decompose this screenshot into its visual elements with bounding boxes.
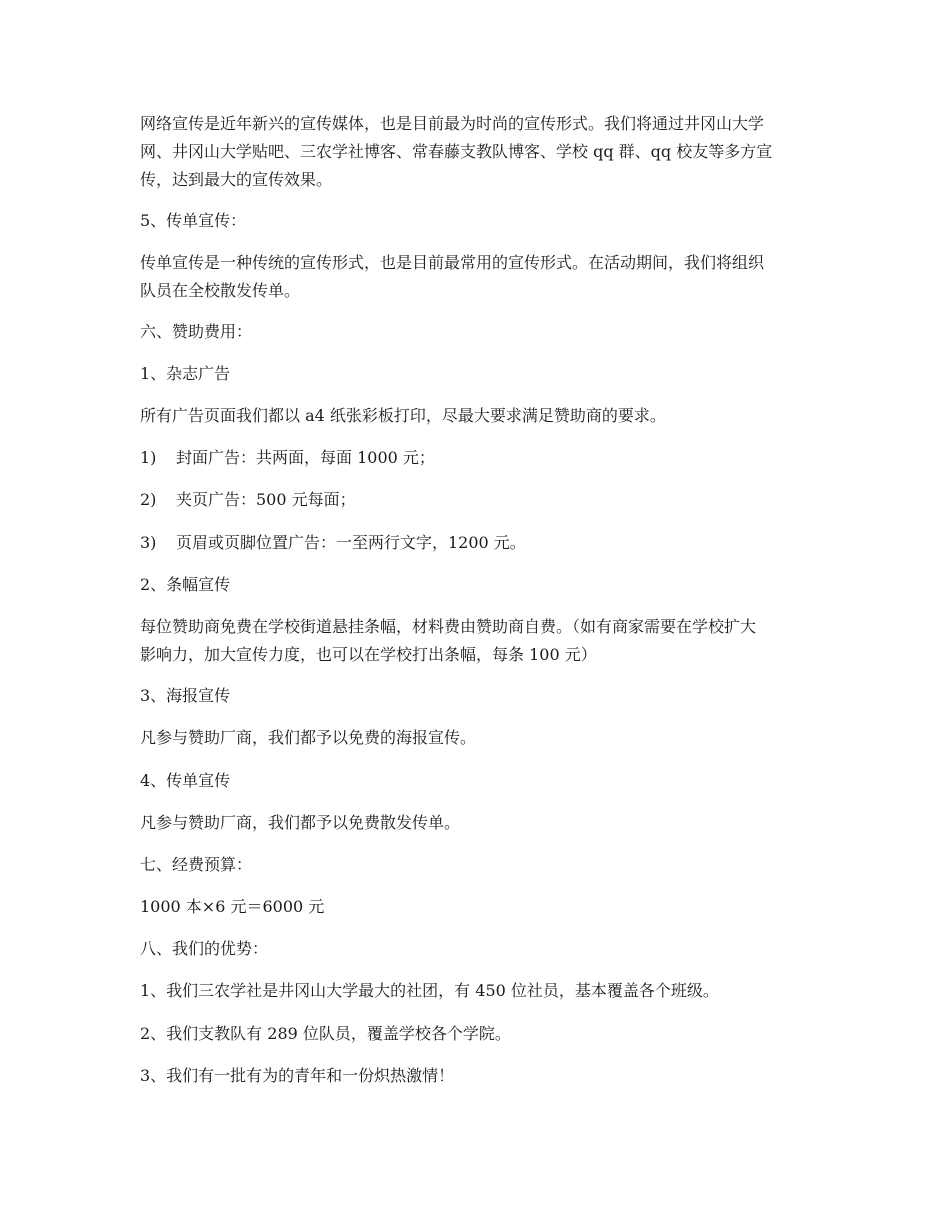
advantage-item: 3、我们有一批有为的青年和一份炽热激情！ — [140, 1066, 455, 1085]
magazine-item-number: 1) — [140, 448, 157, 467]
budget-heading: 七、经费预算： — [140, 855, 253, 874]
magazine-item-text: 封面广告：共两面，每面 1000 元； — [176, 448, 435, 467]
sponsorship-heading: 六、赞助费用： — [140, 322, 253, 341]
magazine-item-number: 2) — [140, 490, 157, 509]
leaflet-heading: 4、传单宣传 — [140, 771, 231, 790]
web-promo-line-2: 网、井冈山大学贴吧、三农学社博客、常春藤支教队博客、学校 qq 群、qq 校友等多方宣 — [140, 142, 773, 161]
web-promo-line-1: 网络宣传是近年新兴的宣传媒体，也是目前最为时尚的宣传形式。我们将通过井冈山大学 — [140, 114, 765, 133]
budget-text: 1000 本×6 元＝6000 元 — [140, 897, 325, 916]
flyer-heading: 5、传单宣传： — [140, 211, 247, 230]
poster-text: 凡参与赞助厂商，我们都予以免费的海报宣传。 — [140, 728, 477, 747]
magazine-item-text: 夹页广告：500 元每面； — [176, 490, 356, 509]
web-promo-line-3: 传，达到最大的宣传效果。 — [140, 170, 333, 189]
poster-heading: 3、海报宣传 — [140, 686, 231, 705]
advantage-item: 2、我们支教队有 289 位队员，覆盖学校各个学院。 — [140, 1024, 511, 1043]
banner-text-line-1: 每位赞助商免费在学校街道悬挂条幅，材料费由赞助商自费。（如有商家需要在学校扩大 — [140, 617, 757, 636]
advantage-item: 1、我们三农学社是井冈山大学最大的社团，有 450 位社员，基本覆盖各个班级。 — [140, 981, 719, 1000]
flyer-text-line-1: 传单宣传是一种传统的宣传形式，也是目前最常用的宣传形式。在活动期间，我们将组织 — [140, 253, 765, 272]
magazine-heading: 1、杂志广告 — [140, 364, 231, 383]
banner-text-line-2: 影响力，加大宣传力度，也可以在学校打出条幅，每条 100 元） — [140, 645, 597, 664]
flyer-text-line-2: 队员在全校散发传单。 — [140, 281, 301, 300]
magazine-item-text: 页眉或页脚位置广告：一至两行文字，1200 元。 — [176, 533, 526, 552]
advantages-heading: 八、我们的优势： — [140, 939, 269, 958]
magazine-item — [140, 444, 820, 472]
magazine-text: 所有广告页面我们都以 a4 纸张彩板打印，尽最大要求满足赞助商的要求。 — [140, 406, 666, 425]
banner-heading: 2、条幅宣传 — [140, 575, 231, 594]
leaflet-text: 凡参与赞助厂商，我们都予以免费散发传单。 — [140, 813, 461, 832]
magazine-item — [140, 529, 820, 557]
magazine-item — [140, 486, 820, 514]
magazine-item-number: 3) — [140, 533, 157, 552]
